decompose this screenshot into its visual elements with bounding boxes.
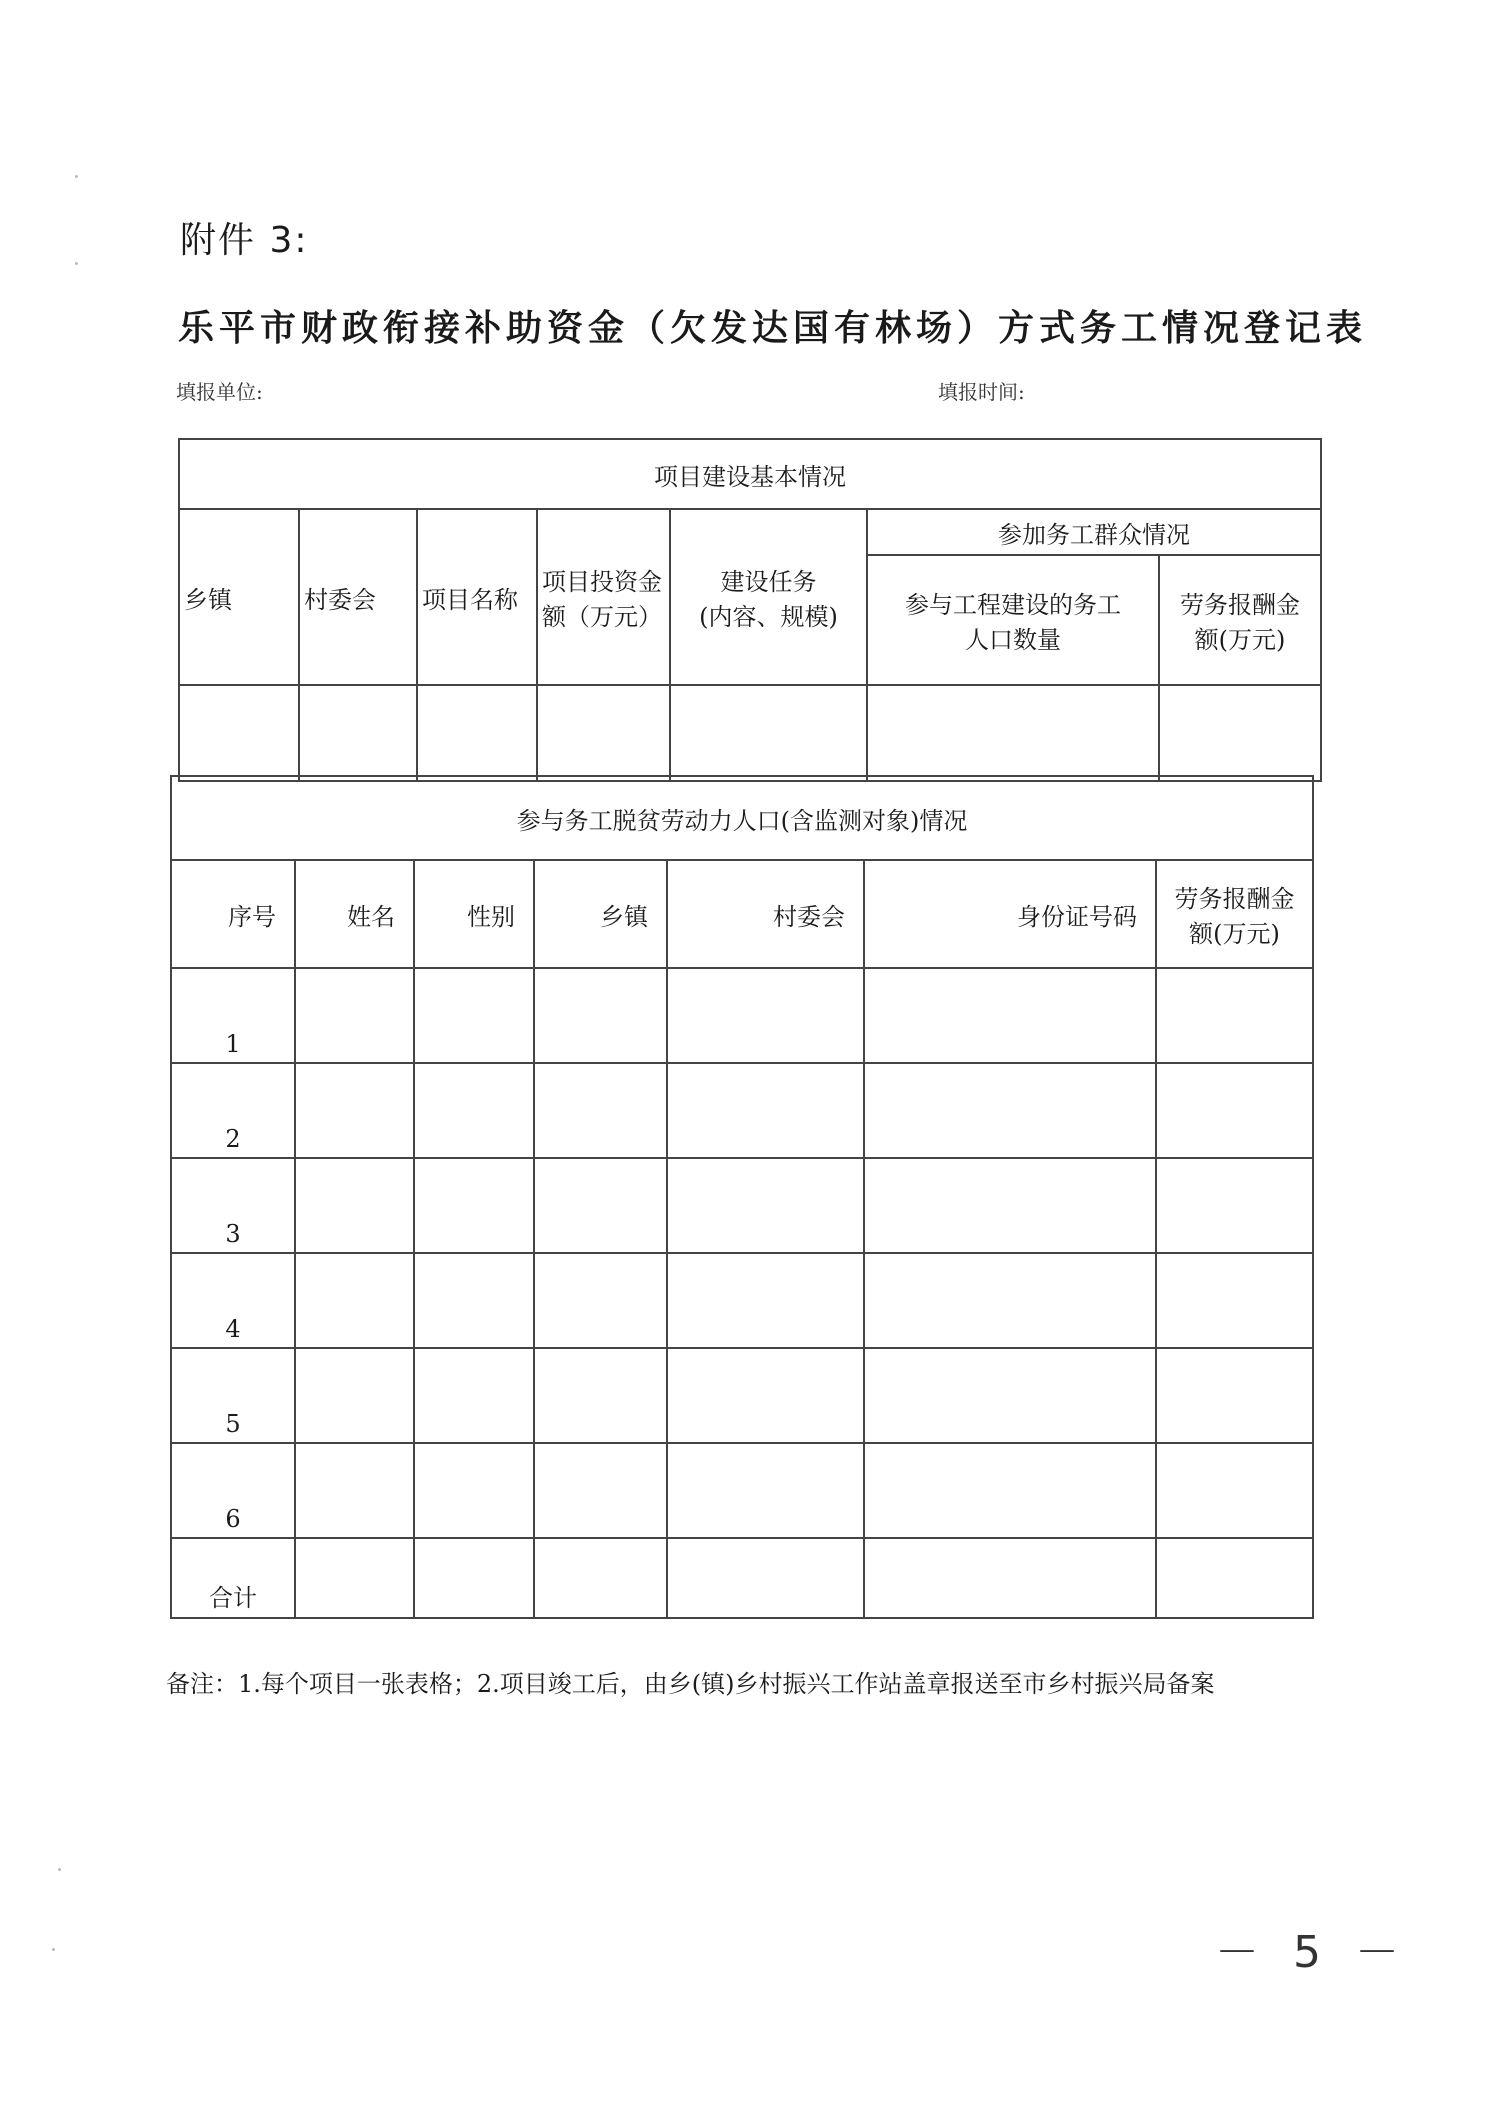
input-row-pay[interactable] bbox=[1156, 1158, 1313, 1253]
total-pay[interactable] bbox=[1156, 1538, 1313, 1618]
header-investment bbox=[537, 509, 670, 685]
input-village[interactable] bbox=[299, 685, 417, 781]
input-row-pay[interactable] bbox=[1156, 968, 1313, 1063]
table-row bbox=[171, 1443, 1313, 1538]
input-row-pay[interactable] bbox=[1156, 1443, 1313, 1538]
header-gender: 性别 bbox=[414, 860, 534, 968]
fill-time-label: 填报时间: bbox=[938, 380, 1025, 404]
input-name[interactable] bbox=[295, 1348, 414, 1443]
input-row-village[interactable] bbox=[667, 1158, 864, 1253]
total-gender[interactable] bbox=[414, 1538, 534, 1618]
remarks-note: 备注：1.每个项目一张表格；2.项目竣工后，由乡(镇)乡村振兴工作站盖章报送至市乡村振兴局备案 bbox=[166, 1670, 1215, 1698]
header-village: 村委会 bbox=[299, 509, 417, 685]
input-row-township[interactable] bbox=[534, 1253, 667, 1348]
input-name[interactable] bbox=[295, 968, 414, 1063]
header-pay-line2: 额(万元) bbox=[1194, 626, 1286, 654]
total-id-number[interactable] bbox=[864, 1538, 1156, 1618]
total-name[interactable] bbox=[295, 1538, 414, 1618]
header-name: 姓名 bbox=[295, 860, 414, 968]
header-investment-line1: 项目投资金 bbox=[542, 568, 662, 596]
input-row-township[interactable] bbox=[534, 968, 667, 1063]
input-row-township[interactable] bbox=[534, 1063, 667, 1158]
header-labor-pay bbox=[1159, 555, 1321, 685]
header-worker-pay bbox=[1156, 860, 1313, 968]
input-name[interactable] bbox=[295, 1158, 414, 1253]
input-row-township[interactable] bbox=[534, 1348, 667, 1443]
table-row bbox=[171, 1348, 1313, 1443]
header-township: 乡镇 bbox=[179, 509, 299, 685]
total-township[interactable] bbox=[534, 1538, 667, 1618]
header-task-line2: (内容、规模) bbox=[699, 603, 838, 631]
input-id-number[interactable] bbox=[864, 1443, 1156, 1538]
input-id-number[interactable] bbox=[864, 1063, 1156, 1158]
row-number: 6 bbox=[171, 1443, 295, 1538]
header-worker-line1: 参与工程建设的务工 bbox=[905, 591, 1121, 619]
input-row-pay[interactable] bbox=[1156, 1063, 1313, 1158]
header-worker-village: 村委会 bbox=[667, 860, 864, 968]
project-data-row bbox=[179, 685, 1321, 781]
header-worker-pay-line1: 劳务报酬金 bbox=[1174, 885, 1295, 913]
input-name[interactable] bbox=[295, 1443, 414, 1538]
header-pay-line1: 劳务报酬金 bbox=[1180, 591, 1301, 619]
input-row-village[interactable] bbox=[667, 1443, 864, 1538]
input-id-number[interactable] bbox=[864, 1253, 1156, 1348]
attachment-label: 附件 3: bbox=[180, 220, 309, 261]
header-worker-count bbox=[867, 555, 1159, 685]
row-number: 2 bbox=[171, 1063, 295, 1158]
header-worker-line2: 人口数量 bbox=[965, 626, 1061, 654]
input-row-pay[interactable] bbox=[1156, 1253, 1313, 1348]
total-village[interactable] bbox=[667, 1538, 864, 1618]
input-row-village[interactable] bbox=[667, 968, 864, 1063]
row-number: 3 bbox=[171, 1158, 295, 1253]
input-row-village[interactable] bbox=[667, 1253, 864, 1348]
input-investment[interactable] bbox=[537, 685, 670, 781]
row-number: 5 bbox=[171, 1348, 295, 1443]
input-id-number[interactable] bbox=[864, 1158, 1156, 1253]
input-gender[interactable] bbox=[414, 968, 534, 1063]
fill-unit-label: 填报单位: bbox=[176, 380, 263, 404]
workers-table bbox=[170, 775, 1314, 1619]
header-task-line1: 建设任务 bbox=[720, 568, 817, 596]
input-construction-task[interactable] bbox=[670, 685, 867, 781]
input-gender[interactable] bbox=[414, 1443, 534, 1538]
input-name[interactable] bbox=[295, 1253, 414, 1348]
input-township[interactable] bbox=[179, 685, 299, 781]
input-row-pay[interactable] bbox=[1156, 1348, 1313, 1443]
header-worker-township: 乡镇 bbox=[534, 860, 667, 968]
table-row bbox=[171, 1158, 1313, 1253]
input-gender[interactable] bbox=[414, 1063, 534, 1158]
total-row bbox=[171, 1538, 1313, 1618]
input-row-village[interactable] bbox=[667, 1348, 864, 1443]
header-worker-pay-line2: 额(万元) bbox=[1189, 920, 1280, 948]
table-row bbox=[171, 1063, 1313, 1158]
input-id-number[interactable] bbox=[864, 1348, 1156, 1443]
project-basic-table bbox=[178, 438, 1322, 782]
page-number: － 5 － bbox=[1215, 1927, 1409, 1978]
header-investment-line2: 额（万元） bbox=[542, 603, 662, 631]
header-seq: 序号 bbox=[171, 860, 295, 968]
input-row-township[interactable] bbox=[534, 1158, 667, 1253]
workers-section-title: 参与务工脱贫劳动力人口(含监测对象)情况 bbox=[171, 776, 1313, 860]
input-labor-pay[interactable] bbox=[1159, 685, 1321, 781]
input-project-name[interactable] bbox=[417, 685, 537, 781]
input-name[interactable] bbox=[295, 1063, 414, 1158]
table-row bbox=[171, 1253, 1313, 1348]
input-id-number[interactable] bbox=[864, 968, 1156, 1063]
input-row-village[interactable] bbox=[667, 1063, 864, 1158]
row-number: 4 bbox=[171, 1253, 295, 1348]
header-construction-task bbox=[670, 509, 867, 685]
workers-header-row bbox=[171, 860, 1313, 968]
header-participation-group: 参加务工群众情况 bbox=[867, 509, 1321, 555]
project-section-title: 项目建设基本情况 bbox=[179, 439, 1321, 509]
input-worker-count[interactable] bbox=[867, 685, 1159, 781]
document-title: 乐平市财政衔接补助资金（欠发达国有林场）方式务工情况登记表 bbox=[178, 308, 1368, 349]
table-row bbox=[171, 968, 1313, 1063]
input-gender[interactable] bbox=[414, 1253, 534, 1348]
input-gender[interactable] bbox=[414, 1158, 534, 1253]
input-row-township[interactable] bbox=[534, 1443, 667, 1538]
input-gender[interactable] bbox=[414, 1348, 534, 1443]
header-id-number: 身份证号码 bbox=[864, 860, 1156, 968]
header-project-name: 项目名称 bbox=[417, 509, 537, 685]
row-number: 1 bbox=[171, 968, 295, 1063]
total-label: 合计 bbox=[171, 1538, 295, 1618]
